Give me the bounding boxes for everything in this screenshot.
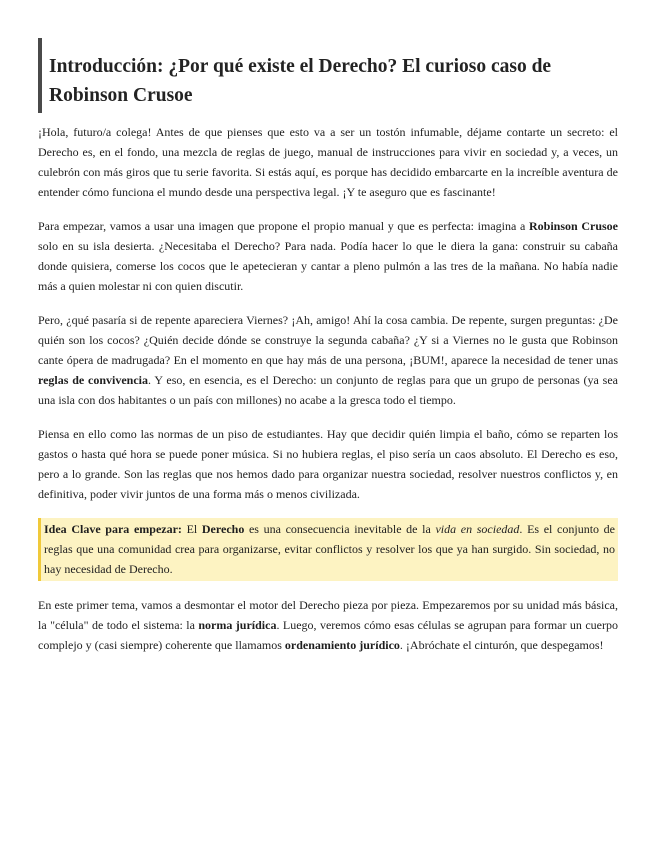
text-segment: El <box>181 522 202 536</box>
text-segment: Para empezar, vamos a usar una imagen que propone el propio manual y que es perfecta: imagina a <box>38 219 529 233</box>
document-page <box>38 38 618 669</box>
paragraph-robinson <box>38 216 618 296</box>
paragraph-tema <box>38 595 618 655</box>
paragraph-intro: ¡Hola, futuro/a colega! Antes de que pienses que esto va a ser un tostón infumable, déjame contarte un secreto: el Derecho es, en el fondo, una mezcla de reglas de juego, manual de instrucciones para vivir en sociedad y, a veces, un culebrón con más giros que tu serie favorita. Si estás aquí, es porque has decidido embarcarte en la increíble aventura de entender cómo funciona el mundo desde una perspectiva legal. ¡Y te aseguro que es fascinante! <box>38 125 618 199</box>
italic-term-vida: vida en sociedad <box>435 522 520 536</box>
key-idea-callout <box>38 518 618 581</box>
title-block <box>38 38 618 113</box>
text-segment: . Y eso, en esencia, es el Derecho: un conjunto de reglas para que un grupo de personas (ya sea una isla con dos habitantes o un país con millones) no acabe a la gresca todo el tiempo. <box>38 373 618 407</box>
key-idea-label: Idea Clave para empezar: <box>44 522 182 536</box>
page-title: Introducción: ¿Por qué existe el Derecho? El curioso caso de Robinson Crusoe <box>49 56 552 106</box>
bold-term-reglas: reglas de convivencia <box>38 373 149 387</box>
text-segment: En este primer tema, vamos a desmontar el motor del Derecho pieza por pieza. Empezaremos por su unidad más básica, la "célula" de todo el sistema: la <box>38 598 618 632</box>
text-segment: es una consecuencia inevitable de la <box>244 522 436 536</box>
bold-term-norma: norma jurídica <box>198 618 277 632</box>
text-segment: Pero, ¿qué pasaría si de repente apareciera Viernes? ¡Ah, amigo! Ahí la cosa cambia. De repente, surgen preguntas: ¿De quién son los cocos? ¿Quién decide dónde se construye la segunda cabaña? ¿Y si a Viernes no le gusta que Robinson cante ópera de madrugada? En el momento en que hay más de una persona, ¡BUM!, aparece la necesidad de tener unas <box>38 313 618 367</box>
paragraph-piso: Piensa en ello como las normas de un piso de estudiantes. Hay que decidir quién limpia el baño, cómo se reparten los gastos o hasta qué hora se puede poner música. Si no hubiera reglas, el piso sería un caos absoluto. El Derecho es eso, pero a lo grande. Son las reglas que nos hemos dado para organizar nuestra sociedad, resolver nuestros conflictos y, en definitiva, poder vivir juntos de una forma más o menos civilizada. <box>38 427 618 501</box>
text-segment: . ¡Abróchate el cinturón, que despegamos! <box>399 638 604 652</box>
bold-term-robinson: Robinson Crusoe <box>528 219 619 233</box>
bold-term-derecho: Derecho <box>201 522 245 536</box>
text-segment: solo en su isla desierta. ¿Necesitaba el Derecho? Para nada. Podía hacer lo que le diera la gana: construir su cabaña donde quisiera, comerse los cocos que le apetecieran y cantar a pleno pulmón a las tres de la mañana. No había nadie más a quien molestar ni con quien discutir. <box>38 239 618 293</box>
bold-term-ordenamiento: ordenamiento jurídico <box>284 638 400 652</box>
text-segment: . Luego, veremos cómo esas células se agrupan para formar un cuerpo complejo y (casi siempre) coherente que llamamos <box>38 618 618 652</box>
key-idea-text <box>44 519 615 579</box>
paragraph-viernes <box>38 310 618 410</box>
text-segment: . Es el conjunto de reglas que una comunidad crea para organizarse, evitar conflictos y resolver los que ya han surgido. Sin sociedad, no hay necesidad de Derecho. <box>44 522 615 576</box>
